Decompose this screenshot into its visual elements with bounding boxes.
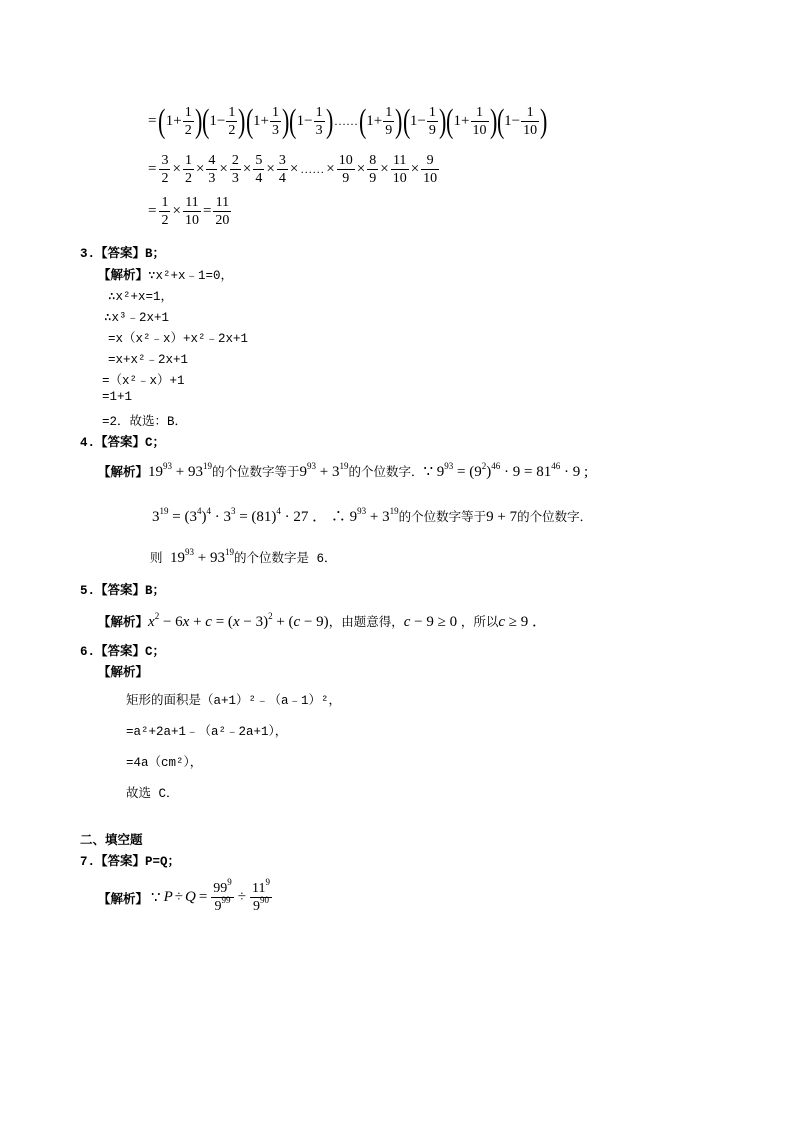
paren-factor: ( 1− $\frac{1}{10}$ ) bbox=[496, 102, 548, 140]
fraction: $\frac{9}{10}$ bbox=[423, 153, 438, 186]
fraction: $\frac{11^9}{9^{90}}$ bbox=[252, 877, 270, 914]
fraction: $\frac{4}{3}$ bbox=[208, 153, 216, 186]
q2-line1: = ( 1+ $\frac{1}{2}$ ) ( 1− $\frac{1}{2}$ ) ( 1+ $\frac{1}{3}$ ) ( 1− $\frac{1}{3}$ ) …… ( 1+ $\frac{1}{9}$ ) ( 1− $\frac{1}{9}$ ) ( 1+ $\frac{1}{10}$ ) ( 1− $\frac{1}{10}$ ) bbox=[148, 102, 548, 140]
fraction: $\frac{1}{2}$ bbox=[161, 195, 169, 228]
q3-step: =x+x²﹣2x+1 bbox=[108, 353, 189, 367]
fraction: $\frac{8}{9}$ bbox=[369, 153, 377, 186]
fraction: $\frac{2}{3}$ bbox=[231, 153, 239, 186]
paren-factor: ( 1+ $\frac{1}{9}$ ) bbox=[358, 102, 403, 140]
fraction: $\frac{5}{4}$ bbox=[255, 153, 263, 186]
ellipsis: …… bbox=[333, 114, 358, 128]
q2-factors-last bbox=[359, 104, 548, 139]
fraction: $\frac{1}{2}$ bbox=[228, 105, 236, 138]
q6-step: =4a（cm²）， bbox=[126, 756, 203, 770]
fraction: $\frac{99^9}{9^{99}}$ bbox=[213, 877, 232, 914]
q5-analysis: 【解析】$x^2 - 6x + c = (x - 3)^2 + (c - 9)$，由题意得，c − 9 ≥ 0 ，所以c ≥ 9 ． bbox=[98, 611, 547, 630]
fraction: $\frac{1}{10}$ bbox=[523, 105, 538, 138]
q7-analysis: 【解析】 ∵ P ÷ Q = $\frac{99^9}{9^{99}}$ ÷ $\frac{11^9}{9^{90}}$ bbox=[98, 877, 270, 914]
paren-factor: ( 1− $\frac{1}{2}$ ) bbox=[202, 102, 246, 140]
q7-answer: 7.【答案】P=Q； bbox=[80, 855, 181, 869]
analysis-label: 【解析】 bbox=[98, 466, 149, 480]
q4-analysis-line1: 【解析】$19^{93} + 93^{19}$的个位数字等于$9^{93} + 3^{19}$的个位数字．∵ $9^{93} = (9^2)^{46} \cdot 9 = 81^{46} \cdot 9$ ; bbox=[98, 461, 589, 480]
paren-factor: ( 1− $\frac{1}{9}$ ) bbox=[402, 102, 447, 140]
q6-step: 故选 C． bbox=[126, 787, 179, 801]
analysis-label: 【解析】 bbox=[98, 269, 149, 283]
q3-answer: 3.【答案】B； bbox=[80, 247, 166, 261]
paren-factor: ( 1+ $\frac{1}{2}$ ) bbox=[158, 102, 203, 140]
analysis-label: 【解析】 bbox=[98, 666, 149, 680]
q3-step: ∴x²+x=1， bbox=[108, 290, 174, 304]
q4-analysis-line3: 则 $19^{93} + 93^{19}$的个位数字是 6． bbox=[150, 547, 337, 566]
q6-step: 矩形的面积是（a+1）²﹣（a﹣1）²， bbox=[126, 694, 342, 708]
fraction: $\frac{3}{4}$ bbox=[278, 153, 286, 186]
q4-answer: 4.【答案】C； bbox=[80, 436, 166, 450]
paren-factor: ( 1− $\frac{1}{3}$ ) bbox=[289, 102, 333, 140]
q3-step: =1+1 bbox=[102, 390, 133, 404]
q2-factors-first bbox=[158, 104, 333, 139]
fraction: $\frac{1}{9}$ bbox=[385, 105, 393, 138]
q6-step: =a²+2a+1﹣（a²﹣2a+1）， bbox=[126, 725, 288, 739]
q3-step: =2．故选：B． bbox=[102, 415, 188, 429]
q4-analysis-line2: $3^{19} = (3^4)^4 \cdot 3^3 = (81)^4 \cdot 27$ ． ∴ $9^{93} + 3^{19}$的个位数字等于9 + 7的个位数字． bbox=[152, 506, 593, 525]
q5-answer: 5.【答案】B； bbox=[80, 584, 166, 598]
q6-answer: 6.【答案】C； bbox=[80, 645, 166, 659]
q3-step: ∴x³﹣2x+1 bbox=[104, 311, 170, 325]
q2-line2-fractions-a: $\frac{3}{2}$ × $\frac{1}{2}$ × $\frac{4}{3}$ × $\frac{2}{3}$ × $\frac{5}{4}$ × $\frac{3}{4}$ × bbox=[161, 153, 299, 186]
q3-step: =（x²﹣x）+1 bbox=[102, 374, 185, 388]
q2-line2-fractions-b: × $\frac{10}{9}$ × $\frac{8}{9}$ × $\frac{11}{10}$ × $\frac{9}{10}$ bbox=[326, 153, 438, 186]
fraction: $\frac{1}{3}$ bbox=[272, 105, 280, 138]
fraction: $\frac{1}{2}$ bbox=[184, 153, 192, 186]
ellipsis: …… bbox=[300, 162, 325, 176]
fraction: $\frac{1}{3}$ bbox=[315, 105, 323, 138]
q2-line2: = $\frac{3}{2}$ × $\frac{1}{2}$ × $\frac{4}{3}$ × $\frac{2}{3}$ × $\frac{5}{4}$ × $\frac{3}{4}$ × …… × $\frac{10}{9}$ × $\frac{8}{9}$ × $\frac{11}{10}$ × $\frac{9}{10}$ bbox=[148, 152, 440, 187]
fraction: $\frac{1}{9}$ bbox=[428, 105, 436, 138]
q3-analysis: 【解析】∵x²+x﹣1=0， bbox=[98, 269, 234, 283]
fraction: $\frac{1}{2}$ bbox=[184, 105, 192, 138]
fraction: $\frac{1}{10}$ bbox=[472, 105, 487, 138]
fraction: $\frac{11}{20}$ bbox=[215, 195, 230, 228]
q3-step: =x（x²﹣x）+x²﹣2x+1 bbox=[108, 332, 249, 346]
paren-factor: ( 1+ $\frac{1}{10}$ ) bbox=[446, 102, 497, 140]
paren-factor: ( 1+ $\frac{1}{3}$ ) bbox=[245, 102, 290, 140]
fraction: $\frac{11}{10}$ bbox=[184, 195, 199, 228]
q2-line3: = $\frac{1}{2}$ × $\frac{11}{10}$ = $\frac{11}{20}$ bbox=[148, 195, 230, 228]
section-title: 二、填空题 bbox=[80, 834, 143, 848]
fraction: $\frac{11}{10}$ bbox=[392, 153, 407, 186]
analysis-label: 【解析】 bbox=[98, 892, 149, 907]
fraction: $\frac{3}{2}$ bbox=[161, 153, 169, 186]
fraction: $\frac{10}{9}$ bbox=[338, 153, 353, 186]
analysis-label: 【解析】 bbox=[98, 616, 149, 630]
